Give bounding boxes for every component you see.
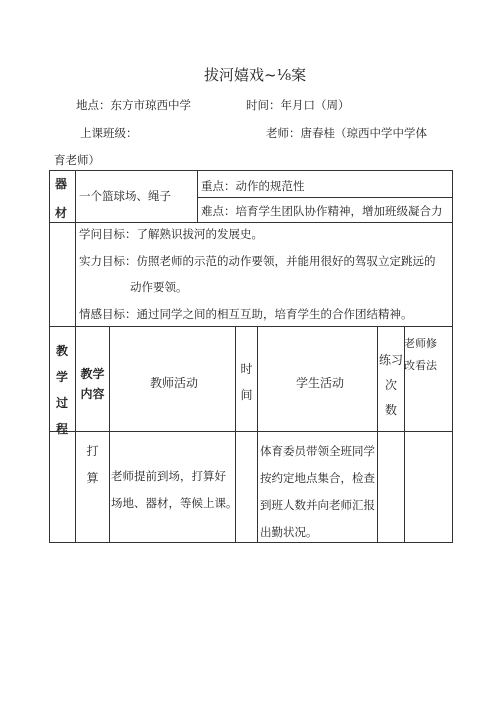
vline-col1 — [75, 326, 76, 543]
hline-equipment — [49, 222, 452, 223]
vline-goals-left — [75, 222, 76, 326]
row-teacher-activity: 老师提前到场，打算好 场地、器材，等候上课。 — [111, 469, 238, 510]
practice-header: 练习 次 数 — [378, 353, 403, 417]
vline-equipment-label — [75, 170, 76, 222]
key-point: 重点：动作的规范性 — [201, 179, 305, 193]
time-header: 时 间 — [240, 362, 253, 402]
teacher-text-cont: 育老师） — [54, 153, 100, 167]
row-student-activity: 体育委员带领全班同学 按约定地点集合，检查 到班人数并向老师汇报 出勤状况。 — [260, 444, 375, 539]
ability-goal: 实力目标：仿照老师的示范的动作要领，并能用很好的驾驭立定跳远的 — [79, 254, 436, 268]
teacher-text: 老师：唐春桂（琼西中学中学体 — [266, 126, 427, 140]
teacher-activity-header: 教师活动 — [150, 376, 199, 390]
hline-top — [49, 170, 452, 171]
ability-goal-cont: 动作要领。 — [130, 280, 188, 294]
process-header: 教 学 过 程 — [55, 344, 68, 436]
class-text: 上课班级： — [80, 126, 138, 140]
difficulty-point: 难点：培育学生团队协作精神，增加班级凝合力 — [201, 204, 443, 218]
emotion-goal: 情感目标：通过同学之间的相互互助，培育学生的合作团结精神。 — [79, 307, 413, 321]
vline-col2 — [109, 326, 110, 543]
vline-col4 — [257, 326, 258, 543]
page-title: 拔河嬉戏~⅛案 — [204, 66, 307, 84]
row-content-preparation: 打 算 — [86, 444, 99, 485]
equipment-label-2: 材 — [55, 206, 68, 220]
revision-header: 老师修 改看法 — [404, 337, 437, 372]
equipment-label-1: 器 — [55, 177, 68, 191]
vline-right — [452, 170, 453, 543]
vline-equipment-value — [197, 170, 198, 222]
student-activity-header: 学生活动 — [296, 376, 345, 390]
location-text: 地点：东方市琼西中学 — [76, 98, 191, 112]
equipment-value: 一个篮球场、绳子 — [79, 189, 171, 203]
knowledge-goal: 学问目标：了解熟识拔河的发展史。 — [79, 227, 263, 241]
time-text: 时间：年月口（周） — [246, 98, 350, 112]
hline-key — [197, 197, 452, 198]
content-header: 教学 内容 — [80, 367, 105, 401]
